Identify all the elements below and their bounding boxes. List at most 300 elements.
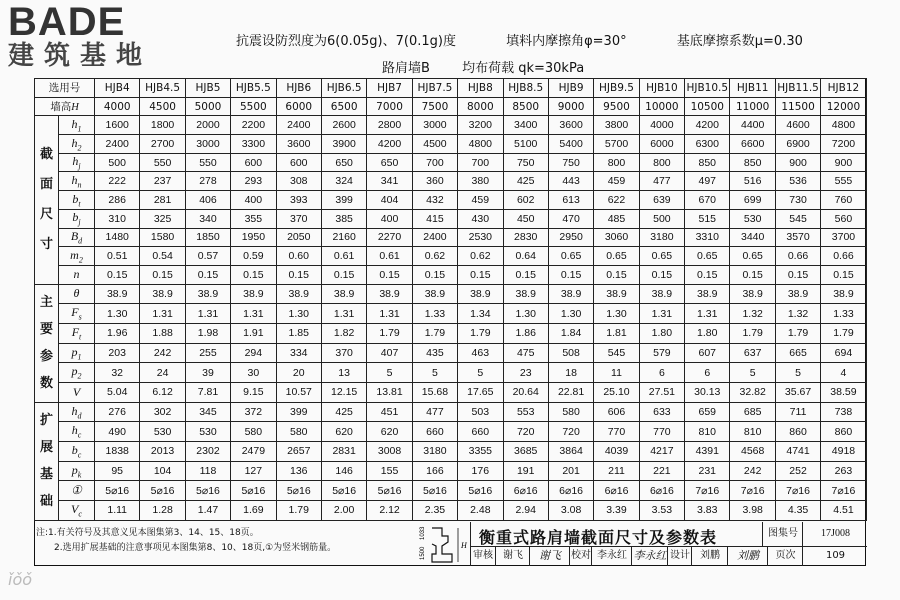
value-cell: 3600 (276, 135, 321, 154)
model-cell: HJB5.5 (231, 79, 276, 98)
param-symbol: $F_s$ (59, 304, 95, 324)
value-cell: 550 (140, 153, 185, 172)
value-cell: 355 (231, 209, 276, 228)
value-cell: 2270 (367, 228, 412, 247)
param-symbol: $p_k$ (59, 461, 95, 481)
table-row (35, 172, 867, 191)
value-cell: 231 (685, 461, 730, 481)
value-cell: 1.30 (276, 304, 321, 324)
value-cell: 620 (367, 422, 412, 442)
diagram-label-a: 1033 (420, 526, 426, 540)
value-cell: 38.9 (412, 284, 457, 304)
value-cell: 1.85 (276, 323, 321, 343)
value-cell: 7⌀16 (730, 481, 775, 501)
value-cell: 5.04 (95, 382, 140, 402)
value-cell: 639 (639, 191, 684, 210)
value-cell: 553 (503, 402, 548, 422)
value-cell: 800 (639, 153, 684, 172)
value-cell: 278 (185, 172, 230, 191)
table-row (35, 304, 867, 324)
value-cell: 659 (685, 402, 730, 422)
base-friction: 基底摩擦系数μ=0.30 (676, 34, 803, 49)
value-cell: 30.13 (685, 382, 730, 402)
value-cell: 95 (95, 461, 140, 481)
value-cell: 700 (458, 153, 503, 172)
value-cell: 4.35 (775, 500, 820, 520)
value-cell: 4500 (412, 135, 457, 154)
value-cell: 176 (458, 461, 503, 481)
value-cell: 4 (821, 363, 866, 383)
param-symbol: $p_2$ (59, 363, 95, 383)
value-cell: 500 (95, 153, 140, 172)
value-cell: 4039 (594, 441, 639, 461)
value-cell: 13.81 (367, 382, 412, 402)
value-cell: 530 (730, 209, 775, 228)
value-cell: 2479 (231, 441, 276, 461)
value-cell: 32 (95, 363, 140, 383)
model-cell: HJB9 (548, 79, 593, 98)
value-cell: 459 (458, 191, 503, 210)
height-cell: 4500 (140, 97, 185, 116)
value-cell: 38.9 (685, 284, 730, 304)
param-symbol: $p_1$ (59, 343, 95, 363)
value-cell: 0.15 (95, 265, 140, 284)
value-cell: 600 (276, 153, 321, 172)
review-label: 审核 (473, 550, 493, 561)
value-cell: 0.62 (458, 247, 503, 266)
value-cell: 3864 (548, 441, 593, 461)
value-cell: 4600 (775, 116, 820, 135)
check-label: 校对 (569, 546, 592, 566)
value-cell: 6⌀16 (503, 481, 548, 501)
value-cell: 20 (276, 363, 321, 383)
value-cell: 370 (276, 209, 321, 228)
value-cell: 1.32 (730, 304, 775, 324)
check-signature: 李永红 (631, 546, 668, 566)
brand-logo (8, 2, 158, 72)
model-cell: HJB7 (367, 79, 412, 98)
value-cell: 201 (548, 461, 593, 481)
height-cell: 7000 (367, 97, 412, 116)
value-cell: 2050 (276, 228, 321, 247)
value-cell: 11 (594, 363, 639, 383)
value-cell: 360 (412, 172, 457, 191)
value-cell: 2400 (412, 228, 457, 247)
value-cell: 3.08 (548, 500, 593, 520)
value-cell: 694 (821, 343, 866, 363)
value-cell: 1.91 (231, 323, 276, 343)
page-number: 109 (802, 546, 868, 566)
height-cell: 12000 (821, 97, 866, 116)
value-cell: 211 (594, 461, 639, 481)
parameter-table (34, 78, 867, 521)
value-cell: 490 (95, 422, 140, 442)
value-cell: 0.60 (276, 247, 321, 266)
table-row (35, 441, 867, 461)
value-cell: 860 (775, 422, 820, 442)
value-cell: 2400 (276, 116, 321, 135)
value-cell: 18 (548, 363, 593, 383)
note-1: 1.有关符号及其意义见本图集第3、14、15、18页。 (48, 528, 259, 538)
value-cell: 620 (321, 422, 366, 442)
table-row (35, 481, 867, 501)
value-cell: 1.33 (821, 304, 866, 324)
value-cell: 1.28 (140, 500, 185, 520)
value-cell: 23 (503, 363, 548, 383)
design-name: 刘鹏 (691, 546, 728, 566)
param-symbol: $h_d$ (59, 402, 95, 422)
value-cell: 5⌀16 (412, 481, 457, 501)
value-cell: 15.68 (412, 382, 457, 402)
friction-angle: 填料内摩擦角φ=30° (506, 34, 627, 49)
value-cell: 252 (775, 461, 820, 481)
value-cell: 1.80 (639, 323, 684, 343)
value-cell: 0.51 (95, 247, 140, 266)
value-cell: 32.82 (730, 382, 775, 402)
value-cell: 0.15 (639, 265, 684, 284)
value-cell: 665 (775, 343, 820, 363)
value-cell: 463 (458, 343, 503, 363)
value-cell: 6000 (639, 135, 684, 154)
value-cell: 0.62 (412, 247, 457, 266)
value-cell: 0.59 (231, 247, 276, 266)
table-row (35, 382, 867, 402)
value-cell: 711 (775, 402, 820, 422)
value-cell: 2950 (548, 228, 593, 247)
value-cell: 0.15 (367, 265, 412, 284)
value-cell: 3000 (185, 135, 230, 154)
value-cell: 310 (95, 209, 140, 228)
param-symbol: $F_t$ (59, 323, 95, 343)
value-cell: 5⌀16 (458, 481, 503, 501)
value-cell: 1.86 (503, 323, 548, 343)
value-cell: 2000 (185, 116, 230, 135)
value-cell: 166 (412, 461, 457, 481)
design-label: 设计 (667, 546, 692, 566)
value-cell: 7200 (821, 135, 866, 154)
wall-type: 路肩墙B (382, 61, 430, 76)
value-cell: 0.54 (140, 247, 185, 266)
value-cell: 38.9 (775, 284, 820, 304)
atlas-label: 图集号 (762, 522, 803, 546)
value-cell: 1.31 (185, 304, 230, 324)
value-cell: 3200 (458, 116, 503, 135)
model-cell: HJB7.5 (412, 79, 457, 98)
value-cell: 5⌀16 (95, 481, 140, 501)
value-cell: 738 (821, 402, 866, 422)
value-cell: 6300 (685, 135, 730, 154)
value-cell: 3.39 (594, 500, 639, 520)
value-cell: 400 (367, 209, 412, 228)
value-cell: 730 (775, 191, 820, 210)
value-cell: 1.81 (594, 323, 639, 343)
model-cell: HJB6.5 (321, 79, 366, 98)
drawing-title: 衡重式路肩墙截面尺寸及参数表 (479, 528, 718, 547)
value-cell: 0.65 (730, 247, 775, 266)
design-signature: 刘鹏 (727, 546, 768, 566)
value-cell: 3570 (775, 228, 820, 247)
value-cell: 1.79 (276, 500, 321, 520)
value-cell: 1.30 (503, 304, 548, 324)
param-symbol: $b_c$ (59, 441, 95, 461)
value-cell: 393 (276, 191, 321, 210)
table-row (35, 116, 867, 135)
value-cell: 0.57 (185, 247, 230, 266)
table-row (35, 228, 867, 247)
value-cell: 255 (185, 343, 230, 363)
value-cell: 2600 (321, 116, 366, 135)
value-cell: 545 (594, 343, 639, 363)
value-cell: 3008 (367, 441, 412, 461)
group-label: 截 面 尺 寸 (35, 116, 59, 284)
table-row (35, 500, 867, 520)
value-cell: 242 (140, 343, 185, 363)
value-cell: 622 (594, 191, 639, 210)
param-symbol: $h_j$ (59, 153, 95, 172)
notes-prefix: 注: (36, 528, 49, 538)
value-cell: 5⌀16 (185, 481, 230, 501)
value-cell: 38.9 (594, 284, 639, 304)
value-cell: 2657 (276, 441, 321, 461)
value-cell: 1600 (95, 116, 140, 135)
value-cell: 345 (185, 402, 230, 422)
value-cell: 38.9 (140, 284, 185, 304)
height-cell: 11500 (775, 97, 820, 116)
value-cell: 3355 (458, 441, 503, 461)
height-cell: 6500 (321, 97, 366, 116)
value-cell: 10.57 (276, 382, 321, 402)
value-cell: 0.15 (775, 265, 820, 284)
param-symbol: $b_j$ (59, 209, 95, 228)
group-label: 主 要 参 数 (35, 284, 59, 402)
value-cell: 545 (775, 209, 820, 228)
value-cell: 13 (321, 363, 366, 383)
value-cell: 6600 (730, 135, 775, 154)
value-cell: 579 (639, 343, 684, 363)
table-row (35, 135, 867, 154)
check-name: 李永红 (591, 546, 632, 566)
value-cell: 1.80 (685, 323, 730, 343)
value-cell: 530 (185, 422, 230, 442)
value-cell: 560 (821, 209, 866, 228)
value-cell: 0.15 (458, 265, 503, 284)
height-cell: 11000 (730, 97, 775, 116)
value-cell: 770 (639, 422, 684, 442)
value-cell: 1.30 (594, 304, 639, 324)
value-cell: 0.65 (685, 247, 730, 266)
value-cell: 5⌀16 (321, 481, 366, 501)
value-cell: 1.88 (140, 323, 185, 343)
wall-load-line (382, 57, 612, 76)
value-cell: 497 (685, 172, 730, 191)
value-cell: 6 (639, 363, 684, 383)
value-cell: 0.15 (821, 265, 866, 284)
value-cell: 2200 (231, 116, 276, 135)
value-cell: 602 (503, 191, 548, 210)
value-cell: 2830 (503, 228, 548, 247)
title-block (470, 522, 867, 566)
review-name: 谢飞 (495, 546, 530, 566)
model-label: 选用号 (35, 79, 95, 98)
param-symbol: n (59, 265, 95, 284)
table-row (35, 265, 867, 284)
value-cell: 38.9 (185, 284, 230, 304)
value-cell: 3.53 (639, 500, 684, 520)
value-cell: 237 (140, 172, 185, 191)
param-symbol: $V_c$ (59, 500, 95, 520)
value-cell: 242 (730, 461, 775, 481)
value-cell: 9.15 (231, 382, 276, 402)
model-cell: HJB11 (730, 79, 775, 98)
value-cell: 5400 (548, 135, 593, 154)
value-cell: 0.15 (321, 265, 366, 284)
value-cell: 1580 (140, 228, 185, 247)
value-cell: 407 (367, 343, 412, 363)
value-cell: 5 (730, 363, 775, 383)
group-label: 扩 展 基 础 (35, 402, 59, 520)
value-cell: 475 (503, 343, 548, 363)
value-cell: 370 (321, 343, 366, 363)
value-cell: 38.9 (730, 284, 775, 304)
value-cell: 324 (321, 172, 366, 191)
value-cell: 281 (140, 191, 185, 210)
height-cell: 5500 (231, 97, 276, 116)
page-label: 页次 (767, 546, 803, 566)
value-cell: 38.9 (321, 284, 366, 304)
value-cell: 302 (140, 402, 185, 422)
value-cell: 5⌀16 (367, 481, 412, 501)
table-row (35, 461, 867, 481)
value-cell: 1950 (231, 228, 276, 247)
value-cell: 580 (276, 422, 321, 442)
atlas-number: 17J008 (802, 522, 868, 546)
value-cell: 1.31 (685, 304, 730, 324)
value-cell: 3180 (412, 441, 457, 461)
value-cell: 400 (231, 191, 276, 210)
table-row (35, 284, 867, 304)
value-cell: 7⌀16 (775, 481, 820, 501)
value-cell: 1.33 (412, 304, 457, 324)
value-cell: 2831 (321, 441, 366, 461)
value-cell: 406 (185, 191, 230, 210)
value-cell: 4400 (730, 116, 775, 135)
height-row (35, 97, 867, 116)
value-cell: 38.9 (95, 284, 140, 304)
value-cell: 1.32 (775, 304, 820, 324)
value-cell: 221 (639, 461, 684, 481)
value-cell: 39 (185, 363, 230, 383)
value-cell: 430 (458, 209, 503, 228)
design-conditions (236, 30, 849, 49)
value-cell: 2013 (140, 441, 185, 461)
height-cell: 8500 (503, 97, 548, 116)
value-cell: 477 (639, 172, 684, 191)
value-cell: 0.15 (730, 265, 775, 284)
value-cell: 30 (231, 363, 276, 383)
value-cell: 6⌀16 (594, 481, 639, 501)
value-cell: 3440 (730, 228, 775, 247)
value-cell: 1.79 (730, 323, 775, 343)
height-cell: 6000 (276, 97, 321, 116)
value-cell: 1.84 (548, 323, 593, 343)
value-cell: 443 (548, 172, 593, 191)
value-cell: 325 (140, 209, 185, 228)
value-cell: 515 (685, 209, 730, 228)
value-cell: 530 (140, 422, 185, 442)
value-cell: 800 (594, 153, 639, 172)
height-cell: 10500 (685, 97, 730, 116)
value-cell: 1.82 (321, 323, 366, 343)
value-cell: 0.65 (548, 247, 593, 266)
value-cell: 1.79 (458, 323, 503, 343)
value-cell: 650 (321, 153, 366, 172)
value-cell: 3310 (685, 228, 730, 247)
value-cell: 810 (685, 422, 730, 442)
value-cell: 3685 (503, 441, 548, 461)
model-cell: HJB8.5 (503, 79, 548, 98)
value-cell: 2160 (321, 228, 366, 247)
param-symbol: V (59, 382, 95, 402)
value-cell: 685 (730, 402, 775, 422)
value-cell: 2700 (140, 135, 185, 154)
value-cell: 720 (503, 422, 548, 442)
value-cell: 7.81 (185, 382, 230, 402)
model-cell: HJB5 (185, 79, 230, 98)
value-cell: 850 (685, 153, 730, 172)
value-cell: 38.9 (276, 284, 321, 304)
value-cell: 607 (685, 343, 730, 363)
value-cell: 0.15 (685, 265, 730, 284)
value-cell: 38.59 (821, 382, 866, 402)
value-cell: 203 (95, 343, 140, 363)
value-cell: 17.65 (458, 382, 503, 402)
value-cell: 503 (458, 402, 503, 422)
value-cell: 22.81 (548, 382, 593, 402)
value-cell: 380 (458, 172, 503, 191)
table-row (35, 153, 867, 172)
value-cell: 38.9 (548, 284, 593, 304)
value-cell: 2.12 (367, 500, 412, 520)
value-cell: 294 (231, 343, 276, 363)
value-cell: 7⌀16 (821, 481, 866, 501)
value-cell: 385 (321, 209, 366, 228)
height-cell: 9500 (594, 97, 639, 116)
value-cell: 2800 (367, 116, 412, 135)
value-cell: 38.9 (231, 284, 276, 304)
value-cell: 0.65 (639, 247, 684, 266)
value-cell: 4918 (821, 441, 866, 461)
value-cell: 4391 (685, 441, 730, 461)
value-cell: 399 (321, 191, 366, 210)
table-row (35, 343, 867, 363)
value-cell: 5 (458, 363, 503, 383)
table-row (35, 363, 867, 383)
height-cell: 7500 (412, 97, 457, 116)
value-cell: 555 (821, 172, 866, 191)
value-cell: 1.98 (185, 323, 230, 343)
value-cell: 900 (775, 153, 820, 172)
param-symbol: $m_2$ (59, 247, 95, 266)
value-cell: 6⌀16 (548, 481, 593, 501)
value-cell: 1.11 (95, 500, 140, 520)
value-cell: 670 (685, 191, 730, 210)
value-cell: 293 (231, 172, 276, 191)
model-row (35, 79, 867, 98)
value-cell: 118 (185, 461, 230, 481)
value-cell: 2400 (95, 135, 140, 154)
param-symbol: $h_n$ (59, 172, 95, 191)
value-cell: 477 (412, 402, 457, 422)
